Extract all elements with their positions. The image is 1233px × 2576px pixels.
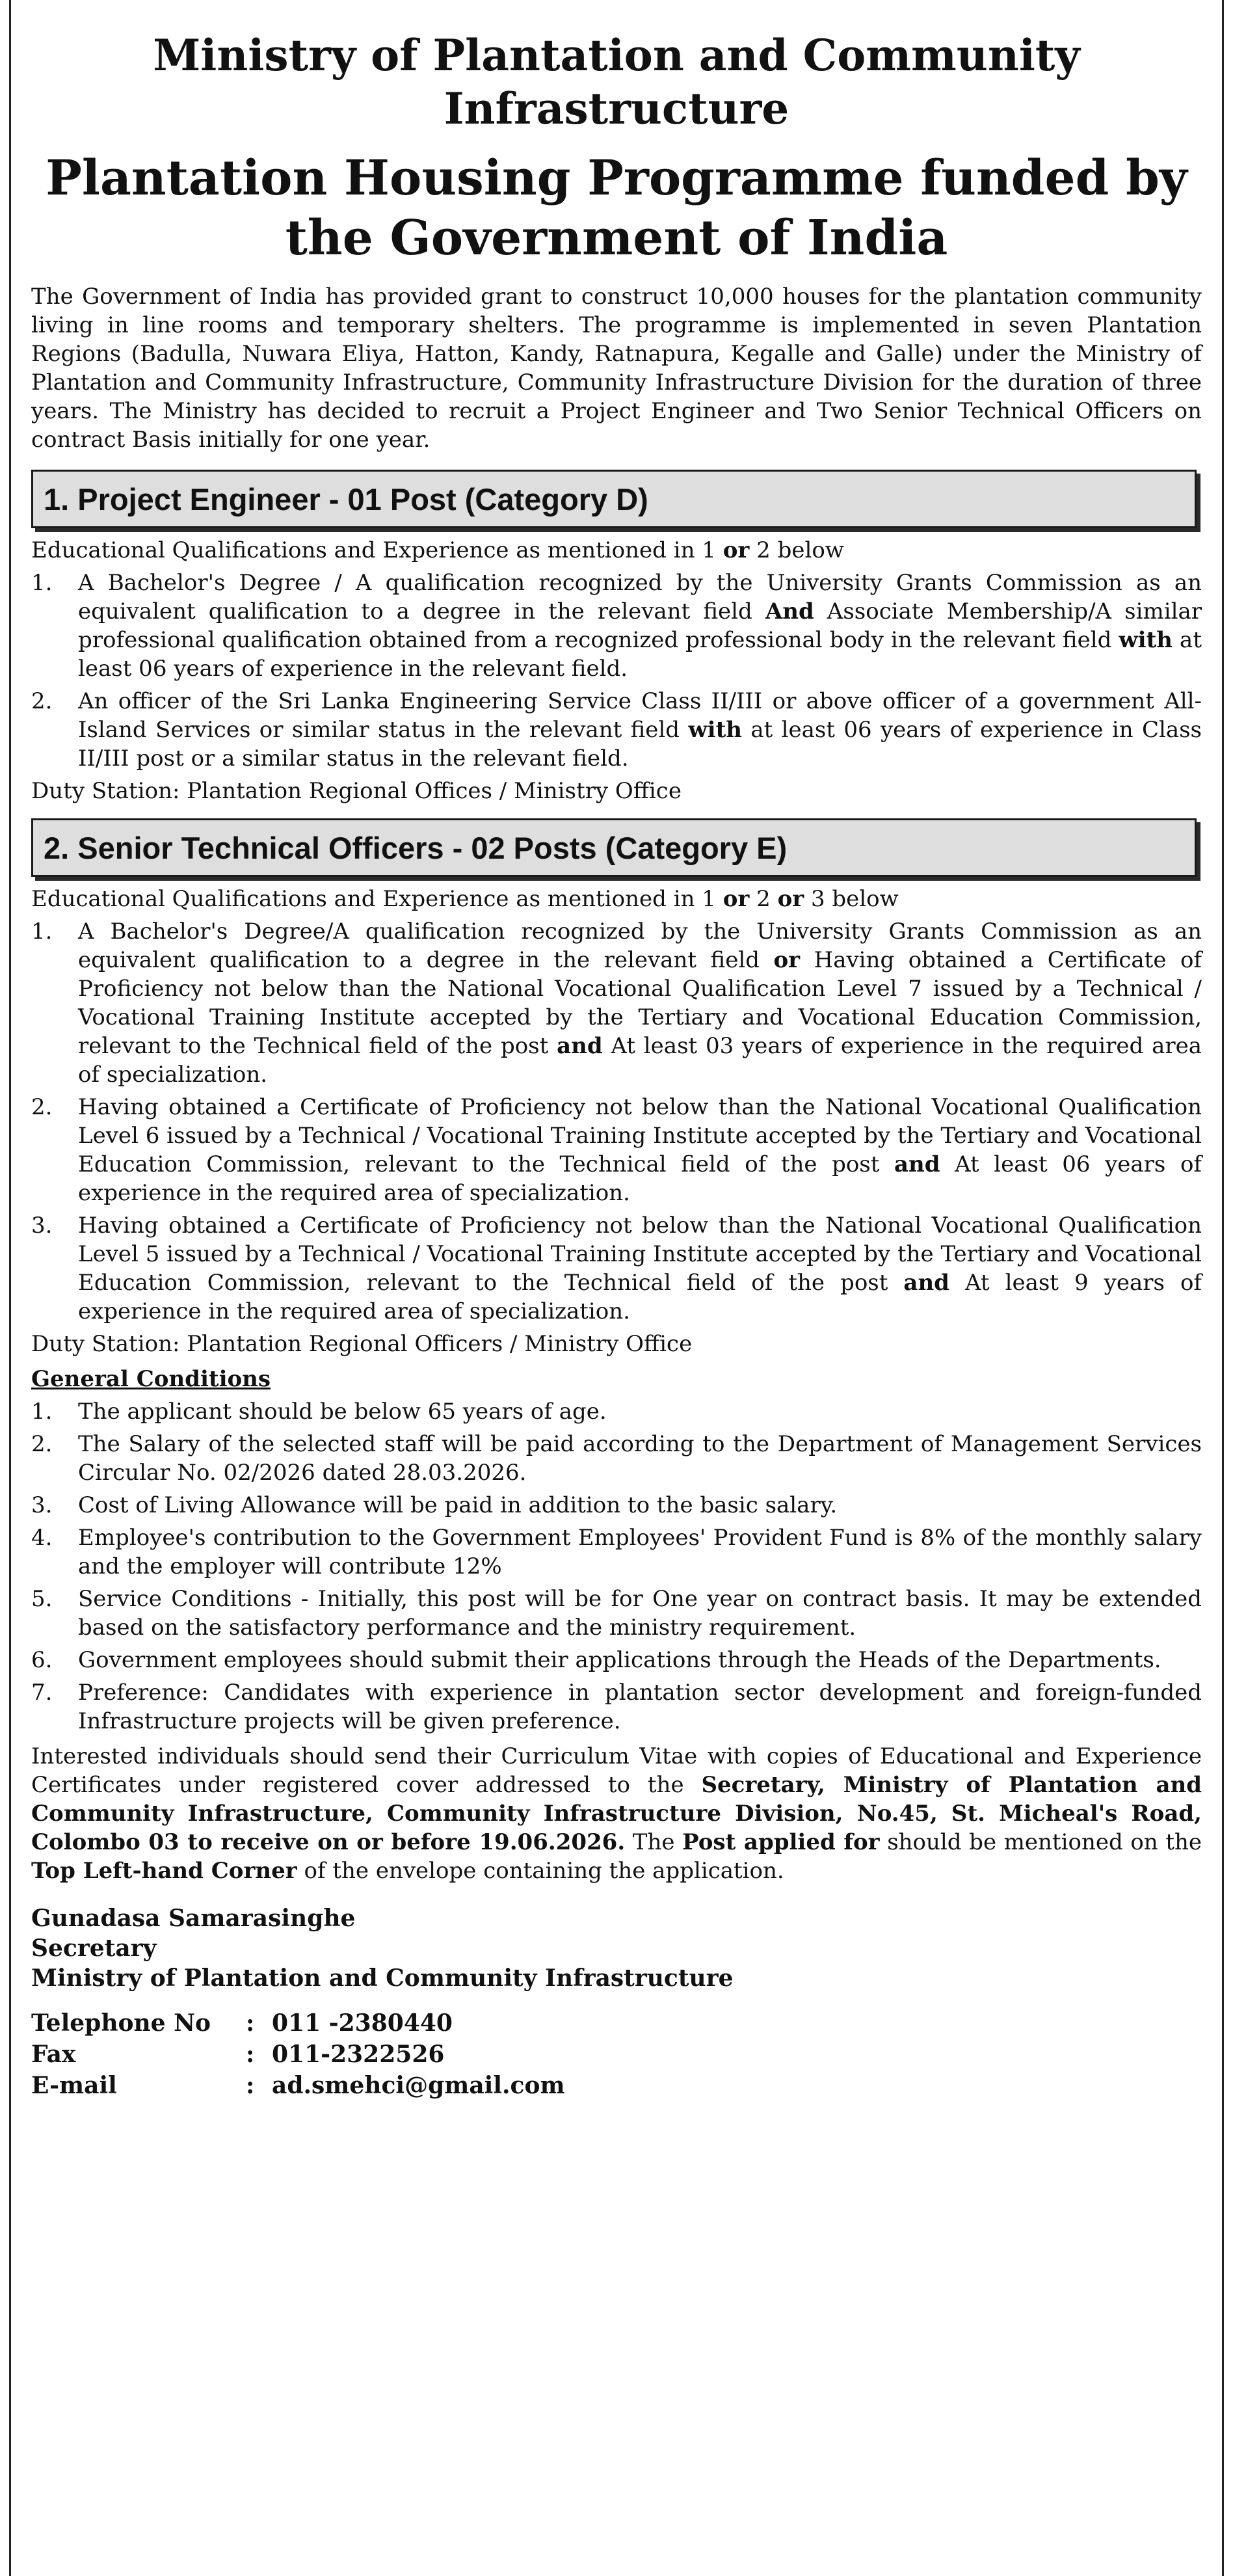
item-text: The Salary of the selected staff will be paid according to the Department of Management Services Circular No. 02/2026 dated 28.03.2026. [78,1431,1202,1486]
programme-title: Plantation Housing Programme funded by the Government of India [46,150,1187,266]
item-text [78,1211,1202,1326]
signatory-ministry: Ministry of Plantation and Community Infrastructure [31,1965,734,1992]
item-number: 5. [31,1586,53,1612]
post1-duty-station: Duty Station: Plantation Regional Offices / Ministry Office [31,778,682,804]
list-item [31,917,1202,1089]
item-text [78,917,1202,1089]
post1-qualification-list [31,569,1202,773]
item-text [78,569,1202,683]
text-span: Having obtained a Certificate of Proficiency not below than the National Vocational Qualification Level 7 issued by a Technical / Vocational Training Institute accepted by the Tertiary and Vocational Education Commission, relevant to the Technical field of the post [78,947,1202,1059]
or-emphasis: or [723,537,750,563]
text-span: at least 06 years of experience in the relevant field. [78,627,1202,682]
item-number: 3. [31,1492,53,1518]
text-span: At least 9 years of experience in the required area of specialization. [78,1270,1202,1324]
text-span: Having obtained a Certificate of Proficiency not below than the National Vocational Qualification Level 5 issued by a Technical / Vocational Training Institute accepted by the Tertiary and Vocational Education Commission, relevant to the Technical field of the post [78,1213,1202,1296]
item-number: 7. [31,1680,53,1706]
email-value: ad.smehci@gmail.com [272,2072,565,2099]
telephone-value: 011 -2380440 [272,2009,453,2037]
text-span: 2 [749,886,778,912]
text-span: An officer of the Sri Lanka Engineering Service Class II/III or above officer of a government All-Island Services or similar status in the relevant field [78,688,1202,743]
text-span: A Bachelor's Degree/A qualification recognized by the University Grants Commission as an equivalent qualification to a degree in the relevant field [78,919,1202,973]
colon: : [246,2041,255,2068]
post1-heading: 1. Project Engineer - 01 Post (Category D) [44,481,648,517]
text-span: 2 below [749,537,844,563]
text-span: 3 below [804,886,899,912]
fax-label: Fax [31,2041,76,2068]
item-text: The applicant should be below 65 years of age. [78,1399,607,1425]
list-item [31,1491,1202,1520]
post2-heading: 2. Senior Technical Officers - 02 Posts (Category E) [44,830,788,865]
list-item [31,1678,1202,1736]
text-span: at least 06 years of experience in Class II/III post or a similar status in the relevant field. [78,717,1202,771]
ministry-title: Ministry of Plantation and Community Infrastructure [153,30,1080,134]
fax-row [31,2039,1202,2070]
emphasis: and [894,1151,940,1177]
item-number: 6. [31,1647,53,1673]
emphasis: And [765,598,814,624]
item-number: 3. [31,1213,53,1239]
post2-heading-bar [31,818,1197,877]
signature-block [31,1903,1202,1993]
general-conditions-list [31,1397,1202,1736]
email-row [31,2070,1202,2101]
telephone-row [31,2007,1202,2039]
list-item [31,1646,1202,1674]
post2-duty-station: Duty Station: Plantation Regional Officers / Ministry Office [31,1331,693,1357]
emphasis: and [903,1270,949,1296]
text-span: Educational Qualifications and Experience as mentioned in 1 [31,537,723,563]
emphasis: Top Left-hand Corner [31,1858,297,1884]
list-item [31,1523,1202,1581]
item-number: 1. [31,570,53,596]
colon: : [246,2072,255,2099]
text-span: Interested individuals should send their Curriculum Vitae with copies of Educational and Experience Certificates under registered cover addressed to the [31,1743,1202,1798]
item-number: 2. [31,1431,53,1457]
colon: : [246,2009,255,2037]
list-item [31,1397,1202,1426]
list-item [31,687,1202,773]
item-text: Preference: Candidates with experience in plantation sector development and foreign-funded Infrastructure projects will be given preference. [78,1680,1202,1734]
address-emphasis: Secretary, Ministry of Plantation and Community Infrastructure, Community Infrastructure Division, No.45, St. Micheal's Road, Colombo 03 to receive on or before 19.06.2026. [31,1772,1202,1855]
text-span: of the envelope containing the application. [297,1858,784,1884]
telephone-label: Telephone No [31,2009,211,2037]
text-span: At least 06 years of experience in the required area of specialization. [78,1151,1202,1206]
text-span: A Bachelor's Degree / A qualification recognized by the University Grants Commission as an equivalent qualification to a degree in the relevant field [78,570,1202,624]
application-instructions [31,1742,1202,1885]
signatory-name: Gunadasa Samarasinghe [31,1905,356,1932]
emphasis: and [557,1033,603,1059]
post2-qualifications-intro [31,885,1202,913]
list-item [31,1211,1202,1326]
post1-qualifications-intro [31,536,1202,565]
text-span: should be mentioned on the [879,1829,1202,1855]
item-number: 2. [31,1094,53,1120]
or-emphasis: or [777,886,804,912]
emphasis: with [688,717,742,743]
text-span: Associate Membership/A similar professional qualification obtained from a recognized professional body in the relevant field [78,598,1202,653]
list-item [31,1430,1202,1487]
intro-paragraph: The Government of India has provided grant to construct 10,000 houses for the plantation community living in line rooms and temporary shelters. The programme is implemented in seven Plantation Regions (Badulla, Nuwara Eliya, Hatton, Kandy, Ratnapura, Kegalle and Galle) under the Ministry of Plantation and Community Infrastructure, Community Infrastructure Division for the duration of three years. The Ministry has decided to recruit a Project Engineer and Two Senior Technical Officers on contract Basis initially for one year. [31,284,1202,453]
text-span: The [625,1829,683,1855]
fax-value: 011-2322526 [272,2041,445,2068]
item-text: Employee's contribution to the Government Employees' Provident Fund is 8% of the monthly salary and the employer will contribute 12% [78,1525,1202,1579]
post1-heading-bar [31,470,1197,528]
item-number: 2. [31,688,53,714]
emphasis: Post applied for [682,1829,880,1855]
email-label: E-mail [31,2072,117,2099]
text-span: At least 03 years of experience in the required area of specialization. [78,1033,1202,1088]
list-item [31,1093,1202,1207]
item-number: 1. [31,1399,53,1425]
or-emphasis: or [723,886,750,912]
item-text [78,1093,1202,1207]
signatory-title: Secretary [31,1935,157,1962]
list-item [31,1585,1202,1642]
list-item [31,569,1202,683]
text-span: Having obtained a Certificate of Proficiency not below than the National Vocational Qualification Level 6 issued by a Technical / Vocational Training Institute accepted by the Tertiary and Vocational Education Commission, relevant to the Technical field of the post [78,1094,1202,1177]
post2-qualification-list [31,917,1202,1326]
emphasis: with [1119,627,1173,653]
emphasis: or [773,947,801,973]
text-span: Educational Qualifications and Experience as mentioned in 1 [31,886,723,912]
item-text: Government employees should submit their applications through the Heads of the Departments. [78,1647,1161,1673]
item-text [78,687,1202,773]
item-text: Cost of Living Allowance will be paid in addition to the basic salary. [78,1492,838,1518]
item-number: 1. [31,919,53,945]
item-number: 4. [31,1525,53,1551]
contact-block [31,2007,1202,2101]
item-text: Service Conditions - Initially, this post will be for One year on contract basis. It may be extended based on the satisfactory performance and the ministry requirement. [78,1586,1202,1641]
general-conditions-heading: General Conditions [31,1366,271,1392]
